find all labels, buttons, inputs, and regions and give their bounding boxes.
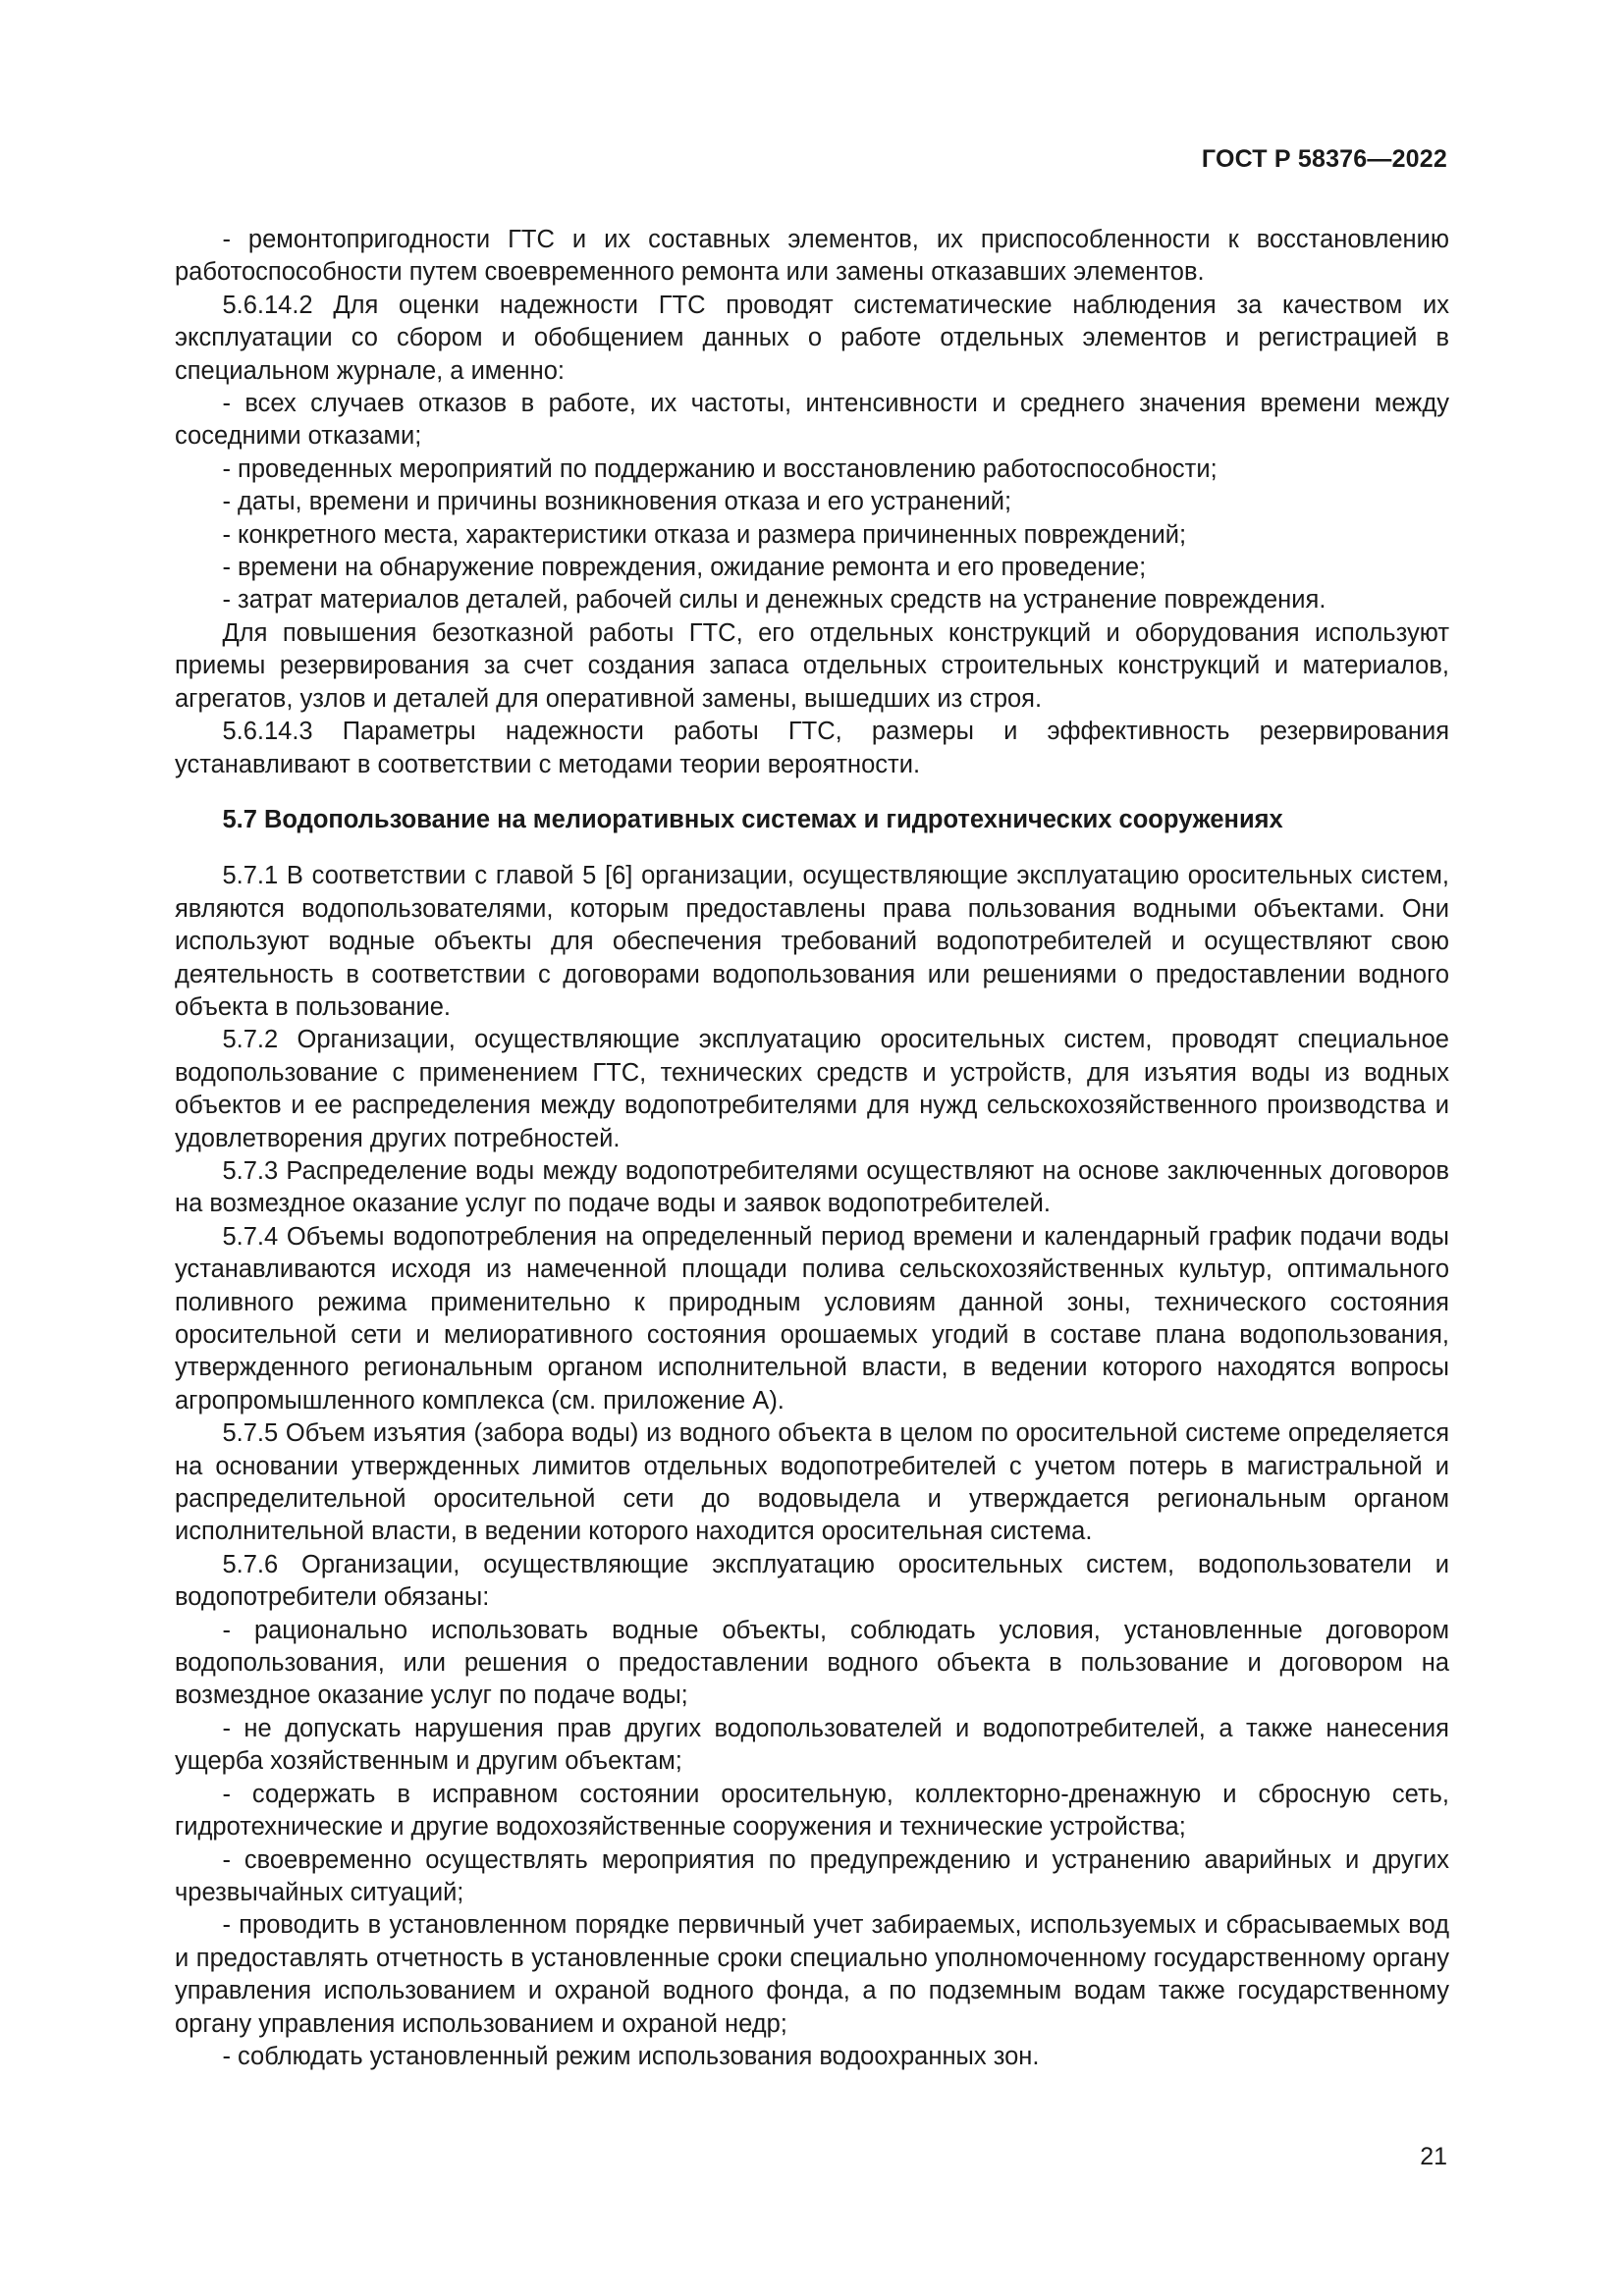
section-heading-5-7: 5.7 Водопользование на мелиоративных системах и гидротехнических сооружениях bbox=[222, 805, 1283, 833]
clause-5-7-1: 5.7.1 В соответствии с главой 5 [6] организации, осуществляющие эксплуатацию оросительных систем, являются водопользователями, которым предоставлены права пользования водными объектами. Они используют водные объекты для обеспечения требований водопотребителей и осуществляют свою деятельность в соответствии с договорами водопользования или решениями о предоставлении водного объекта в пользование. bbox=[175, 862, 1449, 1021]
clause-5-6-14-2: 5.6.14.2 Для оценки надежности ГТС проводят систематические наблюдения за качеством их эксплуатации со сбором и обобщением данных о работе отдельных элементов и регистрацией в специальном журнале, а именно: bbox=[175, 291, 1449, 385]
paragraph: Для повышения безотказной работы ГТС, его отдельных конструкций и оборудования используют приемы резервирования за счет создания запаса отдельных строительных конструкций и материалов, агрегатов, узлов и деталей для оперативной замены, вышедших из строя. bbox=[175, 618, 1449, 713]
list-item: - всех случаев отказов в работе, их частоты, интенсивности и среднего значения времени между соседними отказами; bbox=[175, 390, 1449, 451]
list-item: - рационально использовать водные объекты, соблюдать условия, установленные договором водопользования, или решения о предоставлении водного объекта в пользование и договором на возмездное оказание услуг по подаче воды; bbox=[175, 1616, 1449, 1710]
list-item: - даты, времени и причины возникновения отказа и его устранений; bbox=[222, 488, 1012, 516]
list-item: - соблюдать установленный режим использования водоохранных зон. bbox=[222, 2042, 1040, 2070]
document-body bbox=[175, 224, 1449, 2073]
list-item: - проведенных мероприятий по поддержанию и восстановлению работоспособности; bbox=[222, 454, 1218, 483]
list-item: - затрат материалов деталей, рабочей силы и денежных средств на устранение повреждения. bbox=[222, 586, 1326, 614]
clause-5-7-3: 5.7.3 Распределение воды между водопотребителями осуществляют на основе заключенных договоров на возмездное оказание услуг по подаче воды и заявок водопотребителей. bbox=[175, 1156, 1449, 1218]
clause-5-7-4: 5.7.4 Объемы водопотребления на определенный период времени и календарный график подачи воды устанавливаются исходя из намеченной площади полива сельскохозяйственных культур, оптимального поливного режима применительно к природным условиям данной зоны, технического состояния оросительной сети и мелиоративного состояния орошаемых угодий в составе плана водопользования, утвержденного региональным органом исполнительной власти, в ведении которого находятся вопросы агропромышленного комплекса (см. приложение А). bbox=[175, 1222, 1449, 1415]
list-item: - содержать в исправном состоянии оросительную, коллекторно-дренажную и сбросную сеть, гидротехнические и другие водохозяйственные сооружения и технические устройства; bbox=[175, 1780, 1449, 1842]
list-item: - ремонтопригодности ГТС и их составных элементов, их приспособленности к восстановлению работоспособности путем своевременного ремонта или замены отказавших элементов. bbox=[175, 226, 1449, 287]
list-item: - проводить в установленном порядке первичный учет забираемых, используемых и сбрасываемых вод и предоставлять отчетность в установленные сроки специально уполномоченному государственному органу управления использованием и охраной водного фонда, а по подземным водам также государственному органу управления использованием и охраной недр; bbox=[175, 1911, 1449, 2038]
clause-5-6-14-3: 5.6.14.3 Параметры надежности работы ГТС, размеры и эффективность резервирования устанавливают в соответствии с методами теории вероятности. bbox=[175, 718, 1449, 778]
page-number: 21 bbox=[1420, 2143, 1447, 2170]
list-item: - конкретного места, характеристики отказа и размера причиненных повреждений; bbox=[222, 520, 1187, 549]
list-item: - не допускать нарушения прав других водопользователей и водопотребителей, а также нанесения ущерба хозяйственным и другим объектам; bbox=[175, 1714, 1449, 1776]
list-item: - времени на обнаружение повреждения, ожидание ремонта и его проведение; bbox=[222, 554, 1147, 582]
clause-5-7-2: 5.7.2 Организации, осуществляющие эксплуатацию оросительных систем, проводят специальное водопользование с применением ГТС, технических средств и устройств, для изъятия воды из водных объектов и ее распределения между водопотребителями для нужд сельскохозяйственного производства и удовлетворения других потребностей. bbox=[175, 1026, 1449, 1152]
document-code-header: ГОСТ Р 58376—2022 bbox=[1201, 145, 1447, 173]
clause-5-7-6: 5.7.6 Организации, осуществляющие эксплуатацию оросительных систем, водопользователи и водопотребители обязаны: bbox=[175, 1550, 1449, 1612]
clause-5-7-5: 5.7.5 Объем изъятия (забора воды) из водного объекта в целом по оросительной системе определяется на основании утвержденных лимитов отдельных водопотребителей с учетом потерь в магистральной и распределительной оросительной сети до водовыдела и утверждается региональным органом исполнительной власти, в ведении которого находится оросительная система. bbox=[175, 1419, 1449, 1546]
list-item: - своевременно осуществлять мероприятия по предупреждению и устранению аварийных и других чрезвычайных ситуаций; bbox=[175, 1845, 1449, 1906]
